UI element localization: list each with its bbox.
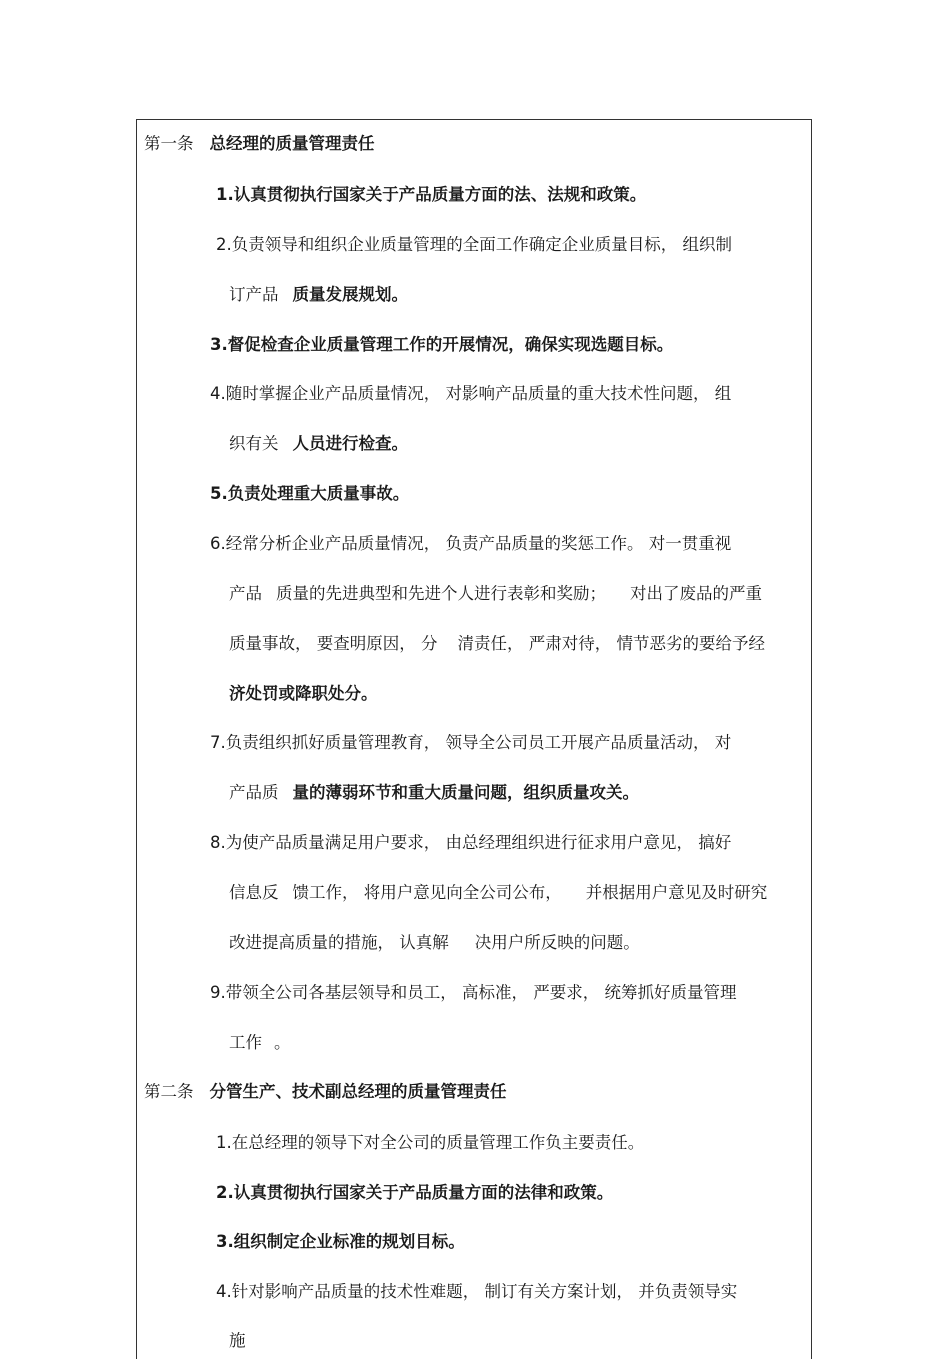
a1-item-2: 2.负责领导和组织企业质量管理的全面工作确定企业质量目标， 组织制 xyxy=(216,235,732,254)
a1-item-5: 5.负责处理重大质量事故。 xyxy=(210,484,410,503)
article-1-heading xyxy=(144,134,375,154)
a1-item-7: 7.负责组织抓好质量管理教育， 领导全公司员工开展产品质量活动， 对 xyxy=(210,733,732,752)
a1-item-9: 9.带领全公司各基层领导和员工， 高标准， 严要求， 统筹抓好质量管理 xyxy=(210,983,737,1002)
a2-item-3: 3.组织制定企业标准的规划目标。 xyxy=(216,1232,465,1251)
article-2-label: 第二条 xyxy=(144,1082,194,1101)
a1-item-4: 4.随时掌握企业产品质量情况， 对影响产品质量的重大技术性问题， 组 xyxy=(210,384,732,403)
a2-item-4-cont: 施 xyxy=(229,1331,246,1350)
a1-item-1: 1.认真贯彻执行国家关于产品质量方面的法、法规和政策。 xyxy=(216,185,647,204)
a1-item-6: 6.经常分析企业产品质量情况， 负责产品质量的奖惩工作。 对一贯重视 xyxy=(210,534,732,553)
a1-item-8-cont-2: 改进提高质量的措施， 认真解 决用户所反映的问题。 xyxy=(229,933,640,952)
a1-item-4-cont: 织有关 人员进行检查。 xyxy=(229,434,408,453)
a2-item-4: 4.针对影响产品质量的技术性难题， 制订有关方案计划， 并负责领导实 xyxy=(216,1282,738,1301)
a2-item-2: 2.认真贯彻执行国家关于产品质量方面的法律和政策。 xyxy=(216,1183,614,1202)
article-2-heading xyxy=(144,1082,507,1102)
a1-item-8-cont-1: 信息反 馈工作， 将用户意见向全公司公布， 并根据用户意见及时研究 xyxy=(229,883,768,902)
article-1-title: 总经理的质量管理责任 xyxy=(209,134,375,153)
a1-item-9-cont: 工作 。 xyxy=(229,1033,291,1052)
a1-item-6-cont-3: 济处罚或降职处分。 xyxy=(229,684,378,703)
a1-item-6-cont-2: 质量事故， 要查明原因， 分 清责任， 严肃对待， 情节恶劣的要给予经 xyxy=(229,634,765,653)
article-1-label: 第一条 xyxy=(144,134,194,153)
a1-item-6-cont-1: 产品 质量的先进典型和先进个人进行表彰和奖励； 对出了废品的严重 xyxy=(229,584,762,603)
a2-item-1: 1.在总经理的领导下对全公司的质量管理工作负主要责任。 xyxy=(216,1133,645,1152)
article-2-title: 分管生产、技术副总经理的质量管理责任 xyxy=(209,1082,507,1101)
a1-item-7-cont: 产品质 量的薄弱环节和重大质量问题，组织质量攻关。 xyxy=(229,783,639,802)
a1-item-3: 3.督促检查企业质量管理工作的开展情况，确保实现选题目标。 xyxy=(210,335,674,354)
a1-item-2-cont: 订产品 质量发展规划。 xyxy=(229,285,408,304)
a1-item-8: 8.为使产品质量满足用户要求， 由总经理组织进行征求用户意见， 搞好 xyxy=(210,833,732,852)
